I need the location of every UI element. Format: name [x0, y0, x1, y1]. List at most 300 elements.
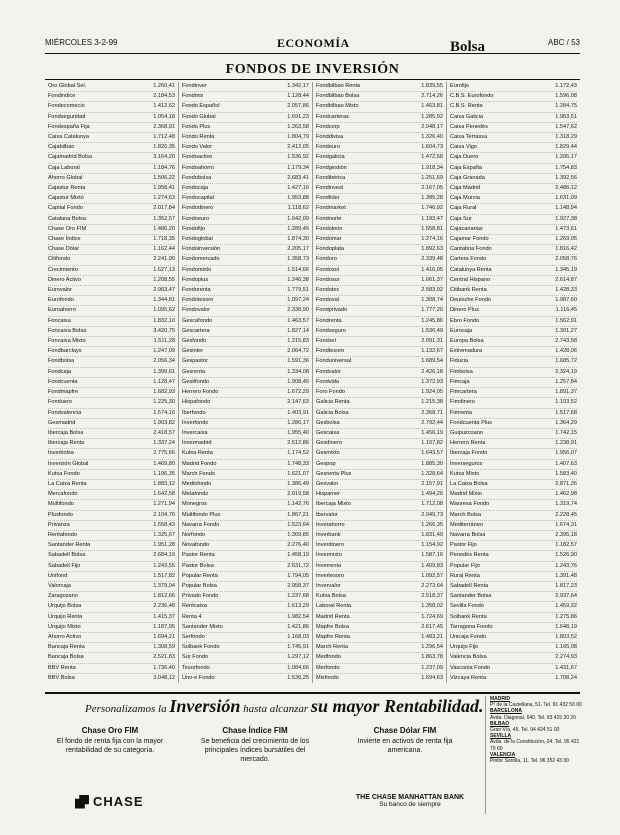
fund-row [48, 368, 175, 378]
fund-value: 1.284,75 [555, 103, 577, 110]
fund-value: 2.091,31 [421, 338, 443, 345]
fund-row [450, 317, 577, 327]
fund-name: Fondo Valor [182, 144, 213, 151]
fund-name: Cantabria Fondo [450, 246, 492, 253]
fund-name: Inverfondo [182, 419, 209, 426]
fund-name: Kutxa Renta [182, 450, 213, 457]
fund-value: 1.736,40 [153, 664, 175, 671]
fund-name: Cajastur Renta [48, 185, 86, 192]
fund-name: Sevilla Fondo [450, 603, 484, 610]
fund-name: Sur Fondo [182, 654, 209, 661]
fund-name: Caixa Galicia [450, 113, 483, 120]
fund-row [48, 327, 175, 337]
fund-row [48, 92, 175, 102]
fund-row [48, 653, 175, 663]
fund-value: 1.694,21 [153, 633, 175, 640]
fund-value: 1.526,90 [555, 552, 577, 559]
fund-name: Fondinver [182, 83, 207, 89]
fund-row [450, 102, 577, 112]
fund-row [316, 143, 443, 153]
fund-value: 1.301,27 [555, 327, 577, 334]
fund-value: 1.506,22 [153, 174, 175, 181]
fund-row [450, 674, 577, 683]
fund-value: 1.863,78 [421, 654, 443, 661]
fund-name: Fondespaña Fija [48, 123, 90, 130]
fund-row [182, 541, 309, 551]
fund-value: 1.473,61 [555, 225, 577, 232]
fund-value: 1.243,76 [555, 562, 577, 569]
fund-row [48, 388, 175, 398]
fund-value: 1.982,54 [287, 613, 309, 620]
fund-name: Fondocapital [182, 195, 215, 202]
fund-column-3 [313, 82, 447, 683]
fund-name: Fondseguro [316, 327, 346, 334]
fund-row [316, 368, 443, 378]
fund-value: 2.743,58 [555, 338, 577, 345]
fund-name: Fondoplata [316, 246, 344, 253]
fund-row [450, 582, 577, 592]
fund-row [48, 429, 175, 439]
fund-value: 1.372,93 [421, 378, 443, 385]
fund-row [316, 490, 443, 500]
fund-value: 1.243,55 [153, 562, 175, 569]
fund-value: 2.167,05 [421, 185, 443, 192]
fund-value: 1.328,64 [421, 470, 443, 477]
fund-row [316, 357, 443, 367]
fund-name: La Caixa Renta [48, 480, 87, 487]
fund-value: 1.237,09 [421, 664, 443, 671]
fund-row [450, 551, 577, 561]
fund-name: BBV Renta [48, 664, 76, 671]
fund-row [48, 347, 175, 357]
fund-row [316, 276, 443, 286]
fund-name: Fonduniversal [316, 358, 352, 365]
fund-name: Vizcaya Renta [450, 674, 486, 681]
fund-name: Fondbilbao Renta [316, 83, 361, 89]
fund-row [316, 541, 443, 551]
fund-name: Fondvalor [316, 368, 341, 375]
fund-value: 2.157,91 [421, 480, 443, 487]
fund-value: 1.514,66 [287, 266, 309, 273]
fund-name: Mapfre Bolsa [316, 623, 349, 630]
fund-name: Ibercaja Fondo [450, 450, 488, 457]
fund-value: 1.816,42 [555, 246, 577, 253]
fund-row [48, 470, 175, 480]
fund-name: Mapfre Renta [316, 633, 350, 640]
fund-value: 2.714,26 [421, 93, 443, 100]
fund-row [182, 174, 309, 184]
fund-row [182, 215, 309, 225]
fund-row [182, 460, 309, 470]
fund-value: 1.326,40 [421, 134, 443, 141]
fund-row [316, 470, 443, 480]
fund-value: 2.775,66 [153, 450, 175, 457]
fund-name: Foncaixa Bolsa [48, 327, 87, 334]
fund-row [316, 184, 443, 194]
fund-row [316, 378, 443, 388]
fund-name: Privado Fondo [182, 593, 219, 600]
fund-name: Fondocaja [182, 185, 209, 192]
fund-row [316, 204, 443, 214]
page-header [45, 36, 580, 55]
fund-row [316, 388, 443, 398]
fund-value: 1.648,19 [555, 623, 577, 630]
fund-name: Gesbolsa [316, 419, 340, 426]
fund-row [182, 92, 309, 102]
fund-column-2 [179, 82, 313, 683]
fund-value: 1.274,63 [153, 195, 175, 202]
fund-name: BBV Bolsa [48, 674, 75, 681]
fund-row [48, 439, 175, 449]
fund-value: 1.536,92 [287, 154, 309, 161]
fund-value: 1.613,29 [287, 603, 309, 610]
fund-value: 1.318,29 [555, 134, 577, 141]
fund-value: 1.463,57 [287, 317, 309, 324]
fund-row [450, 653, 577, 663]
fund-column-1 [45, 82, 179, 683]
fund-value: 1.918,34 [421, 164, 443, 171]
fund-name: Pastor Bolsa [182, 562, 214, 569]
fund-name: Norfondo [182, 531, 206, 538]
fund-row [316, 113, 443, 123]
fund-row [182, 153, 309, 163]
fund-value: 1.536,25 [287, 674, 309, 681]
fund-name: Fondecomecio [48, 103, 85, 110]
fund-value: 1.621,07 [287, 470, 309, 477]
fund-value: 1.208,55 [153, 276, 175, 283]
fund-row [182, 633, 309, 643]
fund-name: Chase Dólar [48, 246, 80, 253]
fund-value: 1.107,82 [421, 440, 443, 447]
fund-row [182, 388, 309, 398]
fund-value: 1.462,98 [555, 491, 577, 498]
fund-name: Fondmapfre [48, 389, 79, 396]
fund-name: Mixfondo [316, 674, 339, 681]
fund-row [48, 164, 175, 174]
office-city: VALENCIA [490, 751, 516, 758]
fund-name: Cajacanarias [450, 225, 483, 232]
fund-name: Pastor Renta [182, 552, 215, 559]
fund-row [48, 123, 175, 133]
fund-row [48, 184, 175, 194]
fund-row [316, 531, 443, 541]
fund-value: 1.794,05 [287, 572, 309, 579]
fund-value: 1.953,88 [287, 195, 309, 202]
fund-name: Cajamadrid Bolsa [48, 154, 93, 161]
fund-row [182, 266, 309, 276]
fund-name: Laboral Renta [316, 603, 352, 610]
fund-row [450, 123, 577, 133]
fund-name: Gesmadrid [48, 419, 76, 426]
fund-row [450, 184, 577, 194]
fund-row [450, 113, 577, 123]
fund-row [182, 102, 309, 112]
fund-name: Fondbarclays [48, 348, 82, 355]
fund-row [316, 225, 443, 235]
fund-row [182, 347, 309, 357]
fund-row [182, 306, 309, 316]
fund-value: 2.236,48 [153, 603, 175, 610]
fund-row [450, 531, 577, 541]
fund-value: 2.056,34 [153, 358, 175, 365]
fund-row [48, 225, 175, 235]
fund-name: Gesinter [182, 348, 204, 355]
fund-value: 3.420,75 [153, 327, 175, 334]
fund-row [450, 306, 577, 316]
fund-value: 1.245,86 [421, 317, 443, 324]
fund-value: 1.187,95 [153, 623, 175, 630]
fund-row [48, 664, 175, 674]
fund-value: 1.345,19 [555, 266, 577, 273]
fund-name: Fondotesoro [182, 297, 214, 304]
fund-row [450, 388, 577, 398]
fund-name: Fondomercado [182, 256, 220, 263]
fund-value: 2.583,92 [421, 287, 443, 294]
fund-name: Novafondo [182, 542, 210, 549]
fund-name: Gesvalor [316, 480, 339, 487]
fund-value: 1.469,80 [153, 460, 175, 467]
fund-row [48, 572, 175, 582]
fund-name: Multifondo [48, 501, 74, 508]
section-title: ECONOMÍA [277, 36, 350, 50]
fund-row [48, 592, 175, 602]
fund-value: 1.812,66 [153, 593, 175, 600]
fund-name: Capital Fondo [48, 205, 83, 212]
fund-value: 1.682,93 [153, 389, 175, 396]
fund-row [316, 480, 443, 490]
fund-row [316, 653, 443, 663]
fund-name: Catalana Bolsa [48, 215, 86, 222]
fund-value: 1.903,82 [153, 419, 175, 426]
fund-row [316, 562, 443, 572]
fund-name: Extremadura [450, 348, 483, 355]
fund-row [316, 643, 443, 653]
fund-row [316, 633, 443, 643]
fund-value: 1.661,37 [421, 276, 443, 283]
fund-value: 1.574,16 [153, 409, 175, 416]
fund-name: Eurovalor [48, 287, 72, 294]
fund-row [182, 82, 309, 92]
fund-value: 1.179,34 [287, 164, 309, 171]
fund-value: 1.956,07 [555, 450, 577, 457]
fund-name: Popular Renta [182, 572, 218, 579]
ad-fund-desc: El fondo de renta fija con la mayor rentabilidad de su categoría. [56, 738, 164, 754]
fund-name: Fondeuro [316, 144, 340, 151]
office-city: BILBAO [490, 720, 510, 727]
fund-name: Bancaja Renta [48, 644, 85, 651]
fund-value: 1.963,51 [555, 113, 577, 120]
fund-value: 1.386,49 [287, 480, 309, 487]
fund-row [48, 143, 175, 153]
fund-name: La Caixa Bolsa [450, 480, 488, 487]
fund-row [48, 419, 175, 429]
fund-value: 1.712,48 [153, 134, 175, 141]
fund-name: Sabadell Fijo [48, 562, 81, 569]
fund-name: Madrid Fondo [182, 460, 217, 467]
bank-name: THE CHASE MANHATTAN BANK [355, 794, 465, 801]
ad-fund-oro [50, 726, 170, 755]
fund-row [182, 490, 309, 500]
fund-row [48, 204, 175, 214]
fund-value: 2.937,64 [555, 593, 577, 600]
fund-name: Fondcuenta [48, 378, 78, 385]
fund-name: Fondosol [316, 266, 340, 273]
fund-value: 1.103,52 [555, 399, 577, 406]
fund-name: Ahorro Activo [48, 633, 82, 640]
fund-name: Fondinvest [316, 185, 344, 192]
fund-row [182, 613, 309, 623]
fund-row [316, 215, 443, 225]
fund-name: Fondobolsa [182, 174, 212, 181]
fund-name: Euroahorro [48, 307, 76, 314]
fund-row [450, 153, 577, 163]
fund-row [182, 245, 309, 255]
fund-row [48, 409, 175, 419]
fund-name: Santander Bolsa [450, 593, 492, 600]
fund-value: 2.412,05 [287, 144, 309, 151]
fund-value: 1.594,63 [421, 674, 443, 681]
fund-name: Gescartera [182, 327, 210, 334]
fund-row [316, 82, 443, 92]
office-list [485, 696, 585, 814]
fund-value: 1.337,24 [153, 440, 175, 447]
fund-row [48, 153, 175, 163]
fund-row [450, 347, 577, 357]
fund-value: 2.486,12 [555, 185, 577, 192]
header-rule [45, 53, 580, 54]
fund-value: 1.421,86 [287, 623, 309, 630]
fund-value: 1.285,92 [421, 113, 443, 120]
ad-fund-name: Chase Oro FIM [81, 726, 139, 735]
fund-name: Fondomixto [182, 266, 212, 273]
fund-value: 1.596,08 [555, 93, 577, 100]
fund-row [48, 378, 175, 388]
fund-row [182, 225, 309, 235]
fund-row [48, 113, 175, 123]
fund-name: Fondmix [182, 93, 204, 100]
fund-row [316, 613, 443, 623]
fund-value: 1.266,35 [421, 521, 443, 528]
chase-octagon-icon [75, 795, 89, 809]
fund-row [450, 409, 577, 419]
fund-name: Hispafondo [182, 399, 211, 406]
fund-name: Fondtesoro [316, 348, 345, 355]
fund-value: 1.165,08 [555, 644, 577, 651]
fund-name: Fondoahorro [182, 164, 215, 171]
fund-row [316, 664, 443, 674]
fund-value: 2.614,87 [555, 276, 577, 283]
fund-value: 1.547,62 [555, 123, 577, 130]
fund-value: 1.831,49 [421, 531, 443, 538]
fund-row [48, 531, 175, 541]
fund-name: Fimdinero [450, 399, 475, 406]
fund-name: Invervalor [316, 582, 341, 589]
bank-tagline: Su banco de siempre [379, 801, 441, 808]
fund-name: Inverahorro [316, 521, 345, 528]
fund-name: Gescaixa [316, 429, 340, 436]
fund-row [182, 419, 309, 429]
fund-value: 2.521,83 [153, 654, 175, 661]
fund-value: 1.097,24 [287, 297, 309, 304]
fund-value: 1.826,35 [153, 144, 175, 151]
fund-name: Herrero Fondo [182, 389, 219, 396]
office-address: Avda. Diagonal, 640. Tel. 93 415 20 20 [490, 714, 576, 721]
fund-row [450, 480, 577, 490]
fund-name: Dinero Activo [48, 276, 81, 283]
fund-value: 1.260,41 [153, 83, 175, 89]
fund-row [48, 194, 175, 204]
fund-value: 1.627,13 [153, 266, 175, 273]
fund-value: 1.428,33 [555, 287, 577, 294]
fund-value: 1.748,33 [287, 460, 309, 467]
office-city: SEVILLA [490, 733, 512, 740]
fund-row [182, 357, 309, 367]
fund-name: Caja Murcia [450, 195, 480, 202]
fund-name: Fondoeuro [182, 215, 210, 222]
fund-name: Inverbank [316, 531, 341, 538]
fund-name: Fondmarket [316, 205, 346, 212]
fund-value: 1.604,73 [421, 144, 443, 151]
fund-value: 1.891,37 [555, 389, 577, 396]
fund-row [450, 164, 577, 174]
fund-row [316, 133, 443, 143]
fund-name: Fondo Global [182, 113, 216, 120]
fund-name: March Fondo [182, 470, 215, 477]
fund-row [316, 511, 443, 521]
fund-value: 1.517,68 [555, 409, 577, 416]
ad-headline-mid: hasta alcanzar [243, 703, 309, 715]
fund-row [182, 235, 309, 245]
fund-value: 1.712,08 [421, 501, 443, 508]
fund-name: Fondoplus [182, 276, 209, 283]
fund-name: Navarra Bolsa [450, 531, 486, 538]
fund-row [316, 347, 443, 357]
fund-row [48, 174, 175, 184]
fund-name: Valorcaja [48, 582, 71, 589]
fund-name: Fondomar [316, 236, 342, 243]
fund-row [182, 164, 309, 174]
fund-name: Tesorfondo [182, 664, 210, 671]
fund-name: Fondprivado [316, 307, 348, 314]
ad-fund-desc: Se beneficia del crecimiento de los principales índices bursátiles del mercado. [200, 738, 310, 763]
fund-row [316, 255, 443, 265]
fund-value: 1.358,73 [287, 256, 309, 263]
fund-value: 1.804,79 [287, 134, 309, 141]
chase-logo-text: CHASE [93, 794, 144, 809]
fund-value: 1.486,20 [153, 225, 175, 232]
fund-row [48, 398, 175, 408]
fund-name: Sabadell Bolsa [48, 552, 86, 559]
fund-value: 1.342,17 [287, 83, 309, 89]
fund-name: Fondoactivo [182, 154, 213, 161]
fund-value: 1.325,67 [153, 531, 175, 538]
fund-value: 2.395,18 [555, 531, 577, 538]
fund-row [450, 460, 577, 470]
ad-headline-big1: Inversión [169, 696, 241, 716]
fund-value: 2.273,64 [421, 582, 443, 589]
fund-value: 1.225,30 [153, 399, 175, 406]
fund-value: 1.385,28 [421, 195, 443, 202]
fund-row [316, 317, 443, 327]
fund-name: Multifondo Plus [182, 511, 221, 518]
fund-name: Rural Renta [450, 572, 480, 579]
fund-name: Gespop [316, 460, 336, 467]
fund-row [316, 623, 443, 633]
fund-name: Fondbilbao Mixto [316, 103, 359, 110]
fund-name: Medfondo [316, 654, 341, 661]
fund-name: Citibank Renta [450, 287, 487, 294]
fund-name: Eurofijo [450, 83, 469, 89]
